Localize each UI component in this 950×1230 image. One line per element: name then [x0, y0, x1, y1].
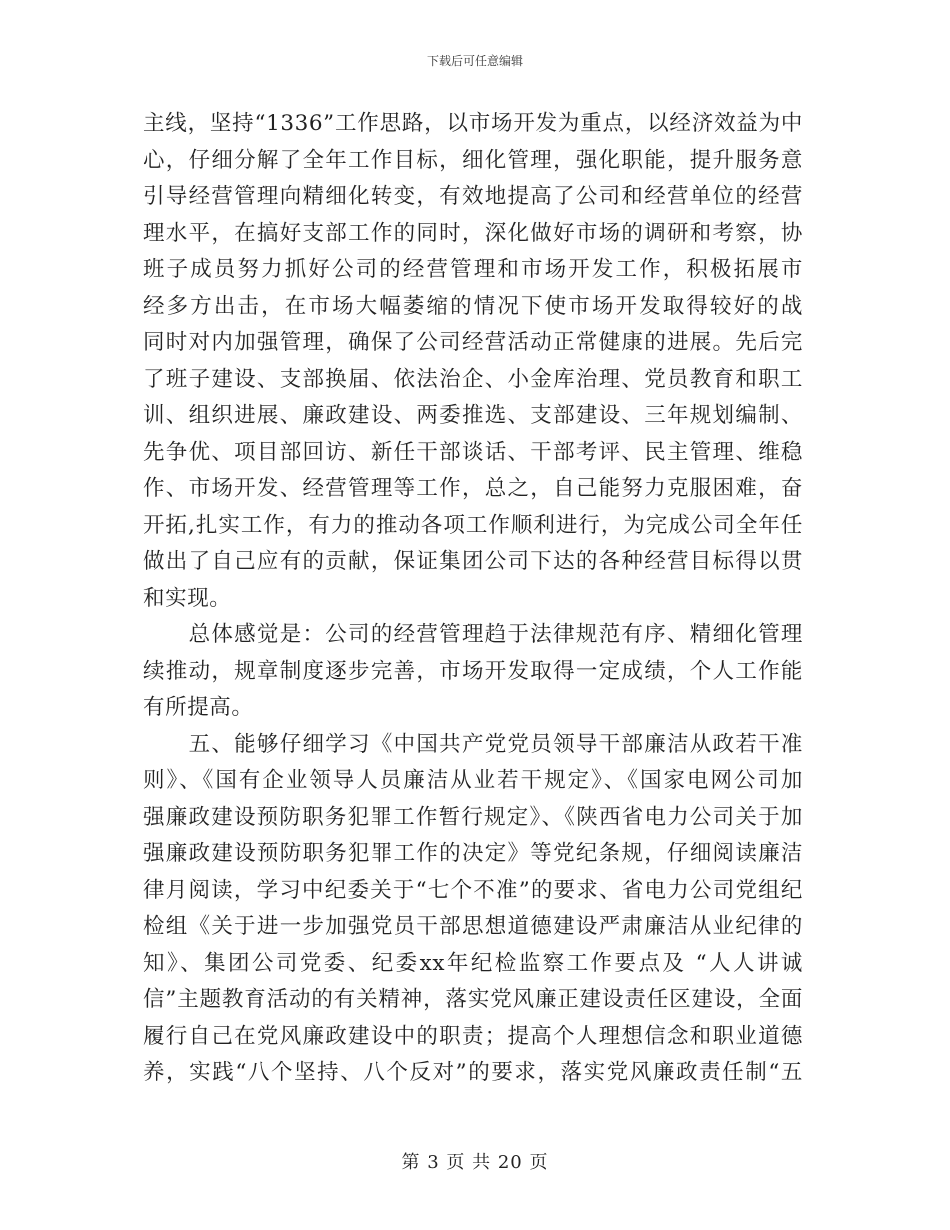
text-line: 了班子建设、支部换届、依法治企、小金库治理、党员教育和职工: [143, 366, 803, 392]
text-line: 强廉政建设预防职务犯罪工作的决定》等党纪条规，仔细阅读廉洁: [143, 841, 803, 866]
text-line: 知》、集团公司党委、纪委xx年纪检监察工作要点及 “人人讲诚: [143, 950, 803, 976]
text-line: 有所提高。: [143, 695, 254, 720]
text-line: 则》、《国有企业领导人员廉洁从业若干规定》、《国家电网公司加: [143, 768, 803, 793]
text-line: 续推动，规章制度逐步完善，市场开发取得一定成绩，个人工作能: [143, 658, 803, 684]
text-line: 总体感觉是：公司的经营管理趋于法律规范有序、精细化管理: [188, 622, 803, 647]
text-line: 履行自己在党风廉政建设中的职责；提高个人理想信念和职业道德: [143, 1023, 803, 1049]
text-line: 开拓,扎实工作，有力的推动各项工作顺利进行，为完成公司全年任: [143, 512, 803, 538]
text-line: 养，实践“八个坚持、八个反对”的要求，落实党风廉政责任制“五: [143, 1060, 803, 1085]
page-header: 下载后可任意编辑: [426, 54, 523, 68]
text-line: 和实现。: [143, 585, 232, 611]
text-line: 班子成员努力抓好公司的经营管理和市场开发工作，积极拓展市: [143, 257, 803, 282]
text-line: 做出了自己应有的贡献，保证集团公司下达的各种经营目标得以贯: [143, 549, 803, 574]
page-number-footer: 第 3 页 共 20 页: [401, 1152, 549, 1173]
text-line: 先争优、项目部回访、新任干部谈话、干部考评、民主管理、维稳: [143, 439, 803, 465]
text-line: 同时对内加强管理，确保了公司经营活动正常健康的进展。先后完: [143, 330, 803, 355]
text-line: 心，仔细分解了全年工作目标，细化管理，强化职能，提升服务意: [143, 147, 803, 173]
text-line: 作、市场开发、经营管理等工作，总之，自己能努力克服困难，奋: [143, 476, 803, 501]
text-line: 训、组织进展、廉政建设、两委推选、支部建设、三年规划编制、: [143, 403, 803, 428]
text-line: 经多方出击，在市场大幅萎缩的情况下使市场开发取得较好的战: [143, 293, 803, 319]
text-line: 律月阅读，学习中纪委关于“七个不准”的要求、省电力公司党组纪: [143, 877, 803, 903]
text-line: 理水平，在搞好支部工作的同时，深化做好市场的调研和考察，协: [143, 220, 803, 246]
document-body: [143, 106, 803, 1092]
text-line: 五、能够仔细学习《中国共产党党员领导干部廉洁从政若干准: [143, 731, 803, 757]
text-line: 强廉政建设预防职务犯罪工作暂行规定》、《陕西省电力公司关于加: [143, 804, 803, 830]
text-line: 检组《关于进一步加强党员干部思想道德建设严肃廉洁从业纪律的: [143, 914, 803, 939]
text-line: 信”主题教育活动的有关精神，落实党风廉正建设责任区建设，全面: [143, 987, 803, 1012]
text-line: 主线，坚持“1336”工作思路，以市场开发为重点，以经济效益为中: [143, 111, 803, 136]
text-line: 引导经营管理向精细化转变，有效地提高了公司和经营单位的经营: [143, 184, 803, 209]
